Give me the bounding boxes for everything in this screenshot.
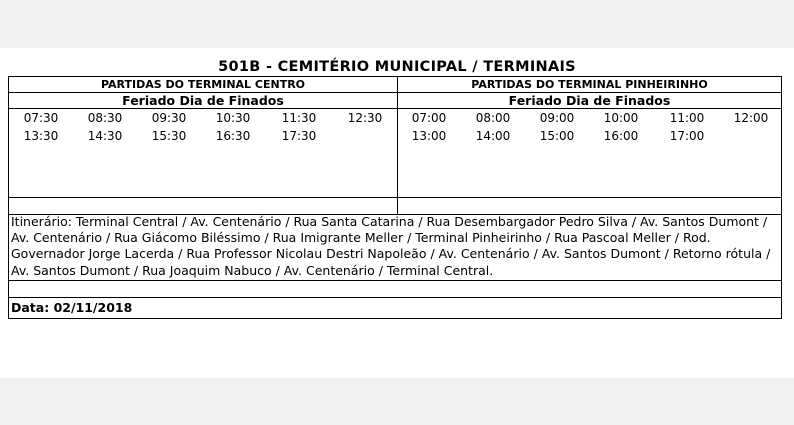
right-time: 09:00 [539, 111, 575, 125]
date-divider [9, 297, 781, 298]
right-header: PARTIDAS DO TERMINAL PINHEIRINHO [471, 78, 708, 91]
left-time: 07:30 [23, 111, 59, 125]
times-divider [9, 197, 781, 198]
left-time: 13:30 [23, 129, 59, 143]
left-time: 17:30 [281, 129, 317, 143]
left-header: PARTIDAS DO TERMINAL CENTRO [100, 78, 306, 91]
left-time: 11:30 [281, 111, 317, 125]
date-label: Data: 02/11/2018 [11, 300, 133, 315]
left-time: 15:30 [151, 129, 187, 143]
right-time: 15:00 [539, 129, 575, 143]
itinerary-bottom-divider [9, 280, 781, 281]
right-time: 13:00 [411, 129, 447, 143]
left-time: 12:30 [347, 111, 383, 125]
subheader-divider [9, 108, 781, 109]
right-time: 11:00 [669, 111, 705, 125]
left-time: 10:30 [215, 111, 251, 125]
right-time: 17:00 [669, 129, 705, 143]
schedule-table [8, 76, 782, 319]
right-time: 07:00 [411, 111, 447, 125]
right-time: 10:00 [603, 111, 639, 125]
right-time: 14:00 [475, 129, 511, 143]
right-subheader: Feriado Dia de Finados [508, 93, 671, 108]
right-time: 12:00 [733, 111, 769, 125]
left-subheader: Feriado Dia de Finados [122, 93, 284, 108]
right-time: 16:00 [603, 129, 639, 143]
left-time: 09:30 [151, 111, 187, 125]
left-time: 14:30 [87, 129, 123, 143]
left-time: 16:30 [215, 129, 251, 143]
left-time: 08:30 [87, 111, 123, 125]
itinerary-text: Itinerário: Terminal Central / Av. Centenário / Rua Santa Catarina / Rua Desembargador Pedro Silva / Av. Santos Dumont / Av. Centenário / Rua Giácomo Biléssimo / Rua Imigrante Meller / Terminal Pinheirinho / Rua Pascoal Meller / Rod. Governador Jorge Lacerda / Rua Professor Nicolau Destri Napoleão / Av. Centenário / Av. Santos Dumont / Retorno rótula / Av. Santos Dumont / Rua Joaquim Nabuco / Av. Centenário / Terminal Central. [11, 214, 771, 278]
route-title: 501B - CEMITÉRIO MUNICIPAL / TERMINAIS [218, 59, 576, 75]
right-time: 08:00 [475, 111, 511, 125]
